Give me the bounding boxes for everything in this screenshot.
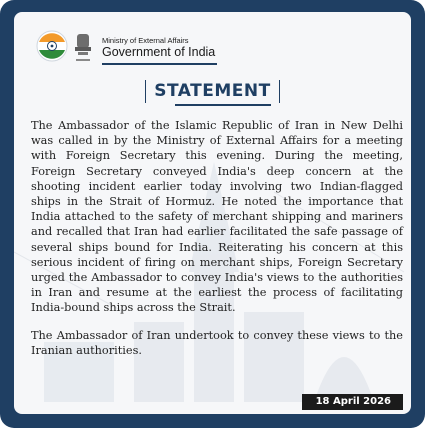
title-underline (175, 104, 271, 106)
statement-body (31, 118, 403, 370)
statement-card (14, 12, 411, 414)
government-name: Government of India (102, 45, 216, 59)
ministry-name: Ministry of External Affairs (102, 36, 189, 45)
g20-lotus-emblem-icon (36, 30, 68, 62)
ashoka-lion-emblem-icon (72, 32, 94, 66)
mea-header (36, 30, 256, 74)
header-underline (102, 63, 217, 65)
statement-title: STATEMENT (145, 80, 279, 103)
paragraph-main: The Ambassador of the Islamic Republic of Iran in New Delhi was called in by the Ministry of External Affairs for a meeting with Foreign Secretary this evening. During the meeting, Foreign Secretary conveyed India's deep concern at the shooting incident earlier today involving two Indian-flagged ships in the Strait of Hormuz. He noted the importance that India attached to the safety of merchant shipping and mariners and recalled that Iran had earlier facilitated the safe passage of several ships bound for India. Reiterating his concern at this serious incident of firing on merchant ships, Foreign Secretary urged the Ambassador to convey India's views to the authorities in Iran and resume at the earliest the process of facilitating India-bound ships across the Strait. (31, 119, 403, 315)
paragraph-closing: The Ambassador of Iran undertook to convey these views to the Iranian authorities. (31, 328, 403, 357)
date-badge: 18 April 2026 (302, 394, 403, 410)
title-wrapper (14, 80, 411, 103)
